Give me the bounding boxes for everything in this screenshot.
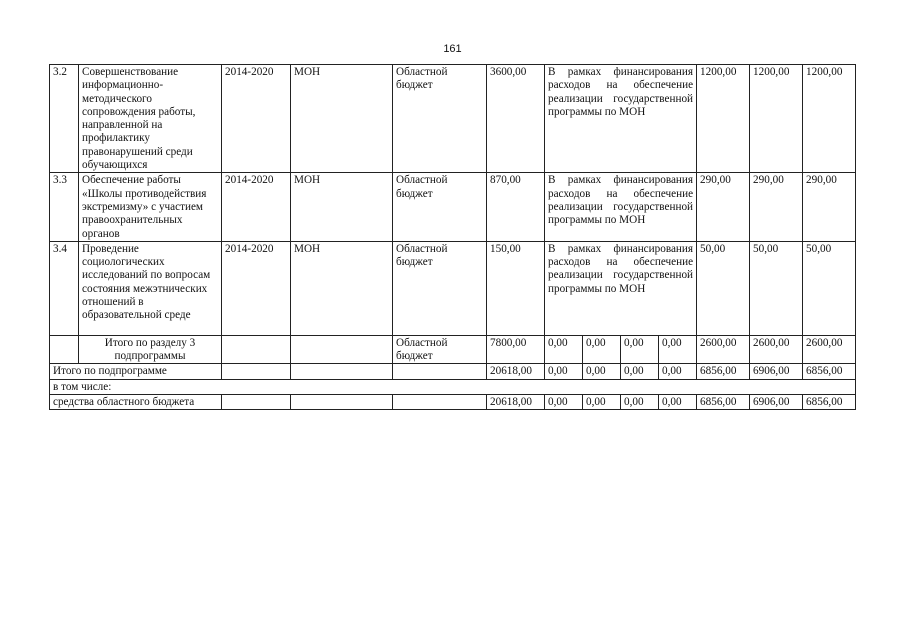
executor: МОН (291, 65, 393, 173)
year-amount: 6856,00 (803, 395, 856, 410)
empty-cell (291, 395, 393, 410)
budget-table (49, 64, 856, 410)
including-row (50, 379, 856, 394)
year-amount: 2600,00 (803, 335, 856, 364)
section-total-row (50, 335, 856, 364)
amount-cell: 0,00 (545, 395, 583, 410)
empty-cell (222, 335, 291, 364)
total-amount: 20618,00 (487, 395, 545, 410)
amount-cell: 0,00 (583, 335, 621, 364)
amount-cell: 0,00 (659, 364, 697, 379)
empty-cell (222, 395, 291, 410)
period: 2014-2020 (222, 241, 291, 335)
year-amount: 6906,00 (750, 395, 803, 410)
empty-cell (393, 395, 487, 410)
section-total-label: Итого по разделу 3 подпрограммы (79, 335, 222, 364)
amount-cell: 0,00 (621, 364, 659, 379)
year-amount: 50,00 (697, 241, 750, 335)
funding-note: В рамках финансирования расходов на обеспечение реализации государственной программы по МОН (545, 173, 697, 241)
funding-source: Областной бюджет (393, 241, 487, 335)
executor: МОН (291, 173, 393, 241)
measure-name: Обеспечение работы «Школы противодействия экстремизму» с участием правоохранительных органов (79, 173, 222, 241)
funding-source: Областной бюджет (393, 335, 487, 364)
including-label: в том числе: (50, 379, 856, 394)
funding-note: В рамках финансирования расходов на обеспечение реализации государственной программы по МОН (545, 65, 697, 173)
empty-cell (291, 364, 393, 379)
year-amount: 290,00 (750, 173, 803, 241)
amount-cell: 0,00 (621, 395, 659, 410)
table-row (50, 241, 856, 335)
year-amount: 2600,00 (697, 335, 750, 364)
measure-name: Проведение социологических исследований по вопросам состояния межэтнических отношений в образовательной среде (79, 241, 222, 335)
funding-source: Областной бюджет (393, 65, 487, 173)
period: 2014-2020 (222, 173, 291, 241)
empty-cell (50, 335, 79, 364)
year-amount: 1200,00 (803, 65, 856, 173)
year-amount: 6856,00 (803, 364, 856, 379)
year-amount: 2600,00 (750, 335, 803, 364)
table-row (50, 65, 856, 173)
year-amount: 290,00 (803, 173, 856, 241)
year-amount: 6856,00 (697, 364, 750, 379)
amount-cell: 0,00 (659, 335, 697, 364)
year-amount: 6856,00 (697, 395, 750, 410)
total-amount: 870,00 (487, 173, 545, 241)
measure-name: Совершенствование информационно-методического сопровождения работы, направленной на профилактику правонарушений среди обучающихся (79, 65, 222, 173)
funding-note: В рамках финансирования расходов на обеспечение реализации государственной программы по МОН (545, 241, 697, 335)
period: 2014-2020 (222, 65, 291, 173)
amount-cell: 0,00 (621, 335, 659, 364)
amount-cell: 0,00 (583, 395, 621, 410)
funding-source: Областной бюджет (393, 173, 487, 241)
total-amount: 3600,00 (487, 65, 545, 173)
regional-budget-label: средства областного бюджета (50, 395, 222, 410)
total-amount: 20618,00 (487, 364, 545, 379)
empty-cell (291, 335, 393, 364)
year-amount: 50,00 (803, 241, 856, 335)
year-amount: 1200,00 (697, 65, 750, 173)
subprogram-total-row (50, 364, 856, 379)
year-amount: 50,00 (750, 241, 803, 335)
regional-budget-row (50, 395, 856, 410)
executor: МОН (291, 241, 393, 335)
table-row (50, 173, 856, 241)
year-amount: 6906,00 (750, 364, 803, 379)
total-amount: 7800,00 (487, 335, 545, 364)
year-amount: 1200,00 (750, 65, 803, 173)
amount-cell: 0,00 (545, 335, 583, 364)
year-amount: 290,00 (697, 173, 750, 241)
row-number: 3.2 (50, 65, 79, 173)
empty-cell (393, 364, 487, 379)
amount-cell: 0,00 (583, 364, 621, 379)
total-amount: 150,00 (487, 241, 545, 335)
empty-cell (222, 364, 291, 379)
row-number: 3.3 (50, 173, 79, 241)
subprogram-total-label: Итого по подпрограмме (50, 364, 222, 379)
amount-cell: 0,00 (545, 364, 583, 379)
amount-cell: 0,00 (659, 395, 697, 410)
page-number: 161 (443, 43, 462, 55)
row-number: 3.4 (50, 241, 79, 335)
